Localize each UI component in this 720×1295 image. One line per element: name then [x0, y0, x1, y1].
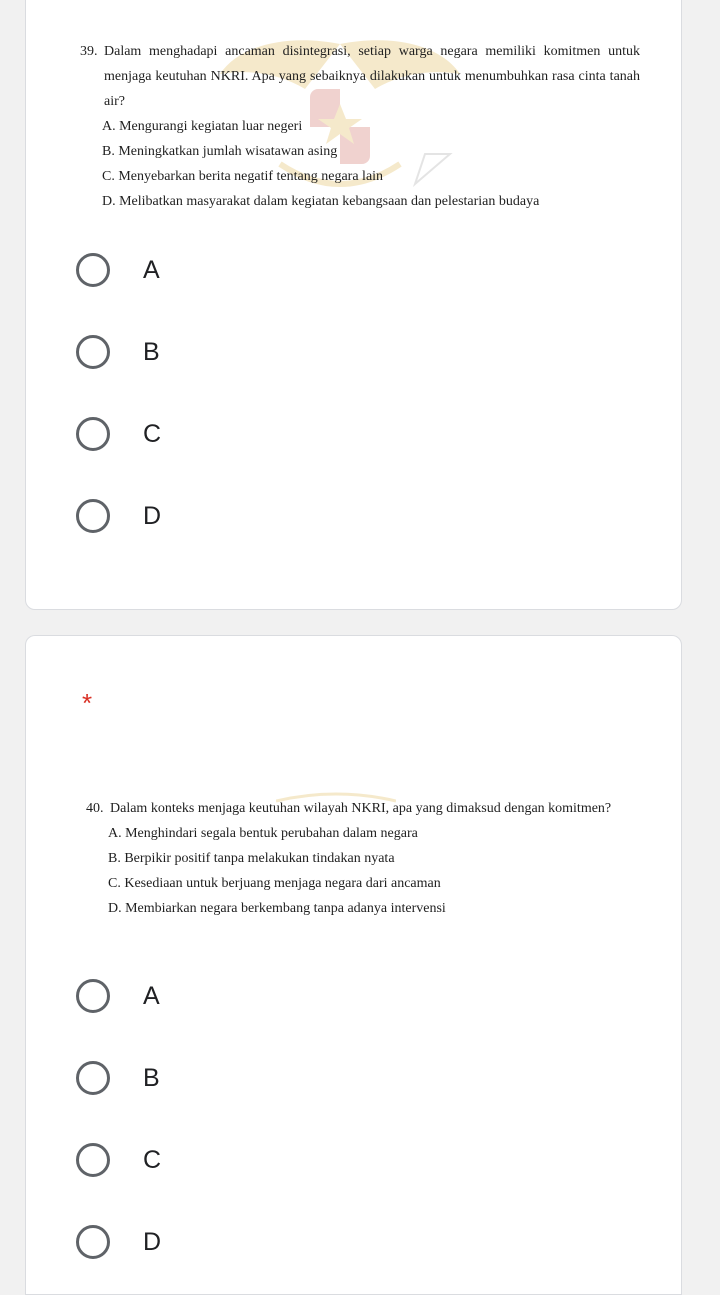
question-number: 40. — [86, 801, 104, 816]
choice-d[interactable] — [76, 1220, 376, 1264]
choice-a[interactable] — [76, 248, 376, 292]
question-card-39 — [25, 0, 682, 610]
choice-label: C — [143, 419, 162, 448]
choice-label: A — [143, 981, 160, 1010]
radio-button[interactable] — [76, 499, 110, 533]
choice-d[interactable] — [76, 494, 376, 538]
choice-b[interactable] — [76, 1056, 376, 1100]
option-list — [80, 114, 640, 214]
option-list — [86, 821, 646, 921]
radio-button[interactable] — [76, 1225, 110, 1259]
question-text: Dalam konteks menjaga keutuhan wilayah NKRI, apa yang dimaksud dengan komitmen? — [110, 801, 612, 816]
choice-c[interactable] — [76, 1138, 376, 1182]
choice-a[interactable] — [76, 974, 376, 1018]
choice-label: C — [143, 1145, 162, 1174]
radio-button[interactable] — [76, 1061, 110, 1095]
choice-c[interactable] — [76, 412, 376, 456]
choice-label: A — [143, 255, 160, 284]
option-text-c: C. Menyebarkan berita negatif tentang negara lain — [102, 169, 384, 184]
choice-label: B — [143, 337, 160, 366]
choice-b[interactable] — [76, 330, 376, 374]
choice-label: B — [143, 1063, 160, 1092]
option-text-a: A. Menghindari segala bentuk perubahan dalam negara — [108, 826, 418, 841]
choice-label: D — [143, 501, 162, 530]
option-text-b: B. Berpikir positif tanpa melakukan tindakan nyata — [108, 851, 395, 866]
radio-button[interactable] — [76, 253, 110, 287]
radio-button[interactable] — [76, 335, 110, 369]
required-indicator: * — [82, 688, 93, 718]
radio-button[interactable] — [76, 417, 110, 451]
option-text-b: B. Meningkatkan jumlah wisatawan asing — [102, 144, 338, 159]
radio-button[interactable] — [76, 1143, 110, 1177]
question-number: 39. — [80, 44, 98, 59]
radio-button[interactable] — [76, 979, 110, 1013]
question-text: Dalam menghadapi ancaman disintegrasi, setiap warga negara memiliki komitmen untuk menjaga keutuhan NKRI. Apa yang sebaiknya dilakukan untuk menumbuhkan rasa cinta tanah air? — [104, 44, 640, 109]
option-text-d: D. Melibatkan masyarakat dalam kegiatan kebangsaan dan pelestarian budaya — [102, 194, 540, 209]
question-image-40 — [86, 791, 646, 951]
question-image-39 — [80, 39, 640, 229]
option-text-c: C. Kesediaan untuk berjuang menjaga negara dari ancaman — [108, 876, 441, 891]
option-text-d: D. Membiarkan negara berkembang tanpa adanya intervensi — [108, 901, 446, 916]
question-card-40 — [25, 635, 682, 1295]
option-text-a: A. Mengurangi kegiatan luar negeri — [102, 119, 303, 134]
choice-label: D — [143, 1227, 162, 1256]
